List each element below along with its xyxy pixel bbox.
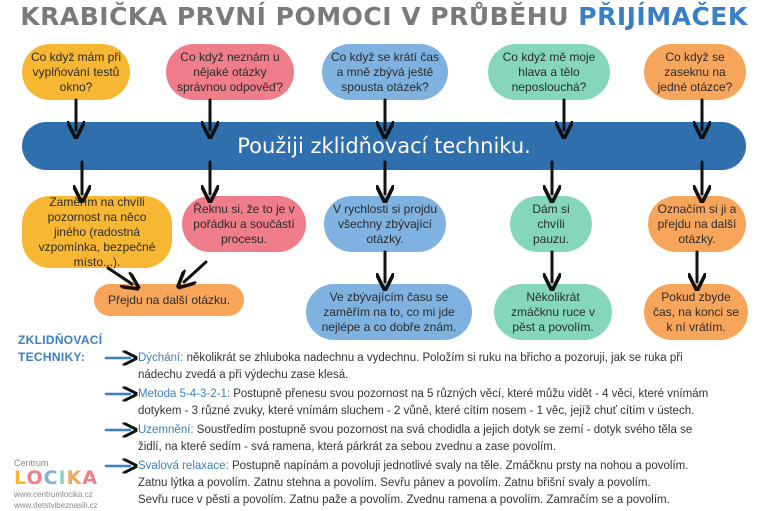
techniques-heading bbox=[18, 332, 102, 366]
technique-name: Metoda 5-4-3-2-1: bbox=[138, 388, 231, 400]
question-5-bubble: Co když se zaseknu na jedné otázce? bbox=[644, 44, 746, 100]
logo-letter: I bbox=[58, 467, 67, 489]
centrum-locika-logo bbox=[14, 458, 98, 511]
question-2-bubble: Co když neznám u nějaké otázky správnou odpověď? bbox=[166, 44, 294, 100]
logo-small-text: Centrum bbox=[14, 458, 49, 468]
outcome-squeeze-hands: Několikrát zmáčknu ruce v pěst a povolím. bbox=[494, 284, 612, 340]
technique-text: židlí, na které sedím - svá ramena, která párkrát za sebou zvednu a zase povolím. bbox=[138, 441, 557, 453]
logo-letter: L bbox=[14, 467, 27, 489]
arrow-diagonal-icon bbox=[108, 268, 132, 284]
step-1-bubble: Zaměřím na chvíli pozornost na něco jiného (radostná vzpomínka, bezpečné místo...). bbox=[22, 196, 172, 268]
logo-letter: O bbox=[26, 467, 44, 489]
step-2-bubble: Řeknu si, že to je v pořádku a součástí procesu. bbox=[182, 196, 306, 252]
outcome-focus-known: Ve zbývajícím času se zaměřím na to, co mi jde nejlépe a co dobře znám. bbox=[306, 284, 472, 340]
logo-letter: K bbox=[66, 467, 83, 489]
step-3-bubble: V rychlosti si projdu všechny zbývající otázky. bbox=[324, 196, 446, 252]
techniques-heading-line1: ZKLIDŇOVACÍ bbox=[18, 333, 103, 347]
website-link-1[interactable]: www.centrumlocika.cz bbox=[14, 490, 93, 499]
question-3-bubble: Co když se krátí čas a mně zbývá ještě spousta otázek? bbox=[322, 44, 448, 100]
title-part-2: PŘIJÍMAČEK bbox=[578, 2, 748, 31]
calming-technique-banner: Použiji zklidňovací techniku. bbox=[22, 122, 746, 170]
logo-wordmark bbox=[14, 467, 98, 489]
technique-5-4-3-2-1 bbox=[138, 386, 708, 420]
outcome-return-later: Pokud zbyde čas, na konci se k ní vrátím. bbox=[644, 284, 748, 340]
technique-text: několikrát se zhluboka nadechnu a vydechnu. Položím si ruku na břicho a pozoruji, jak se ruka při bbox=[183, 352, 683, 364]
question-4-bubble: Co když mě moje hlava a tělo neposlouchá? bbox=[488, 44, 610, 100]
technique-text: Postupně přenesu svou pozornost na 5 různých věcí, které můžu vidět - 4 věci, které vnímám bbox=[230, 388, 709, 400]
question-1-bubble: Co když mám při vyplňování testů okno? bbox=[22, 44, 130, 100]
technique-grounding bbox=[138, 422, 692, 456]
technique-text: Postupně napínám a povoluji jednotlivé svaly na těle. Zmáčknu prsty na nohou a povolím. bbox=[228, 460, 689, 472]
step-4-bubble: Dám si chvíli pauzu. bbox=[510, 196, 592, 252]
technique-breathing bbox=[138, 350, 683, 384]
technique-text: Zatnu lýtka a povolím. Zatnu stehna a povolím. Sevřu pánev a povolím. Zatnu břišní svaly a povolím. bbox=[138, 477, 651, 489]
arrow-diagonal-icon bbox=[184, 262, 206, 282]
technique-text: dotykem - 3 různé zvuky, které vnímám sluchem - 2 vůně, které cítím nosem - 1 věc, jejíž chuť cítím v ústech. bbox=[138, 405, 695, 417]
outcome-next-question: Přejdu na další otázku. bbox=[94, 284, 244, 316]
techniques-heading-line2: TECHNIKY: bbox=[18, 350, 86, 364]
technique-text: Sevřu ruce v pěsti a povolím. Zatnu paže a povolím. Zvednu ramena a povolím. Zamračím se a povolím. bbox=[138, 494, 670, 506]
website-link-2[interactable]: www.detstvibeznasili.cz bbox=[14, 501, 98, 510]
title-part-1: KRABIČKA PRVNÍ POMOCI V PRŮBĚHU bbox=[20, 2, 570, 31]
technique-text: nádechu zvedá a při výdechu zase klesá. bbox=[138, 369, 349, 381]
technique-name: Uzemnění: bbox=[138, 424, 194, 436]
logo-letter: A bbox=[82, 467, 99, 489]
step-5-bubble: Označím si ji a přejdu na další otázky. bbox=[648, 196, 746, 252]
technique-name: Dýchání: bbox=[138, 352, 184, 364]
technique-text: Soustředím postupně svou pozornost na svá chodidla a jejich dotyk se zemí - dotyk svého těla se bbox=[193, 424, 693, 436]
technique-muscle-relaxation bbox=[138, 458, 688, 509]
technique-name: Svalová relaxace: bbox=[138, 460, 229, 472]
logo-letter: C bbox=[43, 467, 59, 489]
